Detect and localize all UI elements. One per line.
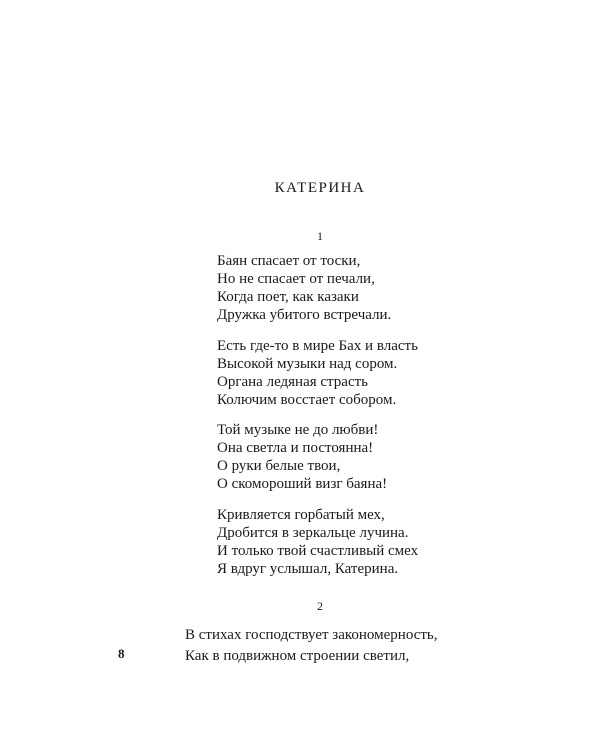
stanza-2 (217, 337, 418, 409)
verse-line: Но не спасает от печали, (217, 271, 375, 287)
poem-title: КАТЕРИНА (274, 180, 366, 196)
verse-line: Баян спасает от тоски, (217, 253, 361, 269)
section-number-2: 2 (317, 599, 323, 613)
verse-line: Кривляется горбатый мех, (217, 507, 385, 523)
stanza-1 (217, 252, 391, 324)
verse-line: Колючим восстает собором. (217, 392, 397, 408)
verse-line: Я вдруг услышал, Катерина. (217, 561, 399, 577)
verse-line: И только твой счастливый смех (217, 543, 419, 559)
verse-line: Как в подвижном строении светил, (185, 648, 410, 664)
verse-line: Есть где-то в мире Бах и власть (217, 338, 418, 354)
verse-line: О скоморoший визг баяна! (217, 476, 388, 492)
verse-line: Она светла и постоянна! (217, 440, 374, 456)
verse-line: Когда поет, как казаки (217, 289, 359, 305)
section-number-1: 1 (317, 229, 323, 243)
verse-line: Дружка убитого встречали. (217, 307, 392, 323)
stanza-4 (217, 506, 418, 578)
verse-line: Высокой музыки над сором. (217, 356, 398, 372)
page-number: 8 (118, 646, 125, 661)
verse-line: Той музыке не до любви! (217, 422, 379, 438)
verse-line: Органа ледяная страсть (217, 374, 368, 390)
verse-line: О руки белые твои, (217, 458, 341, 474)
stanza-3 (217, 421, 387, 493)
verse-line: Дробится в зеркальце лучина. (217, 525, 409, 541)
stanza-5 (185, 625, 438, 667)
verse-line: В стихах господствует закономерность, (185, 627, 438, 643)
